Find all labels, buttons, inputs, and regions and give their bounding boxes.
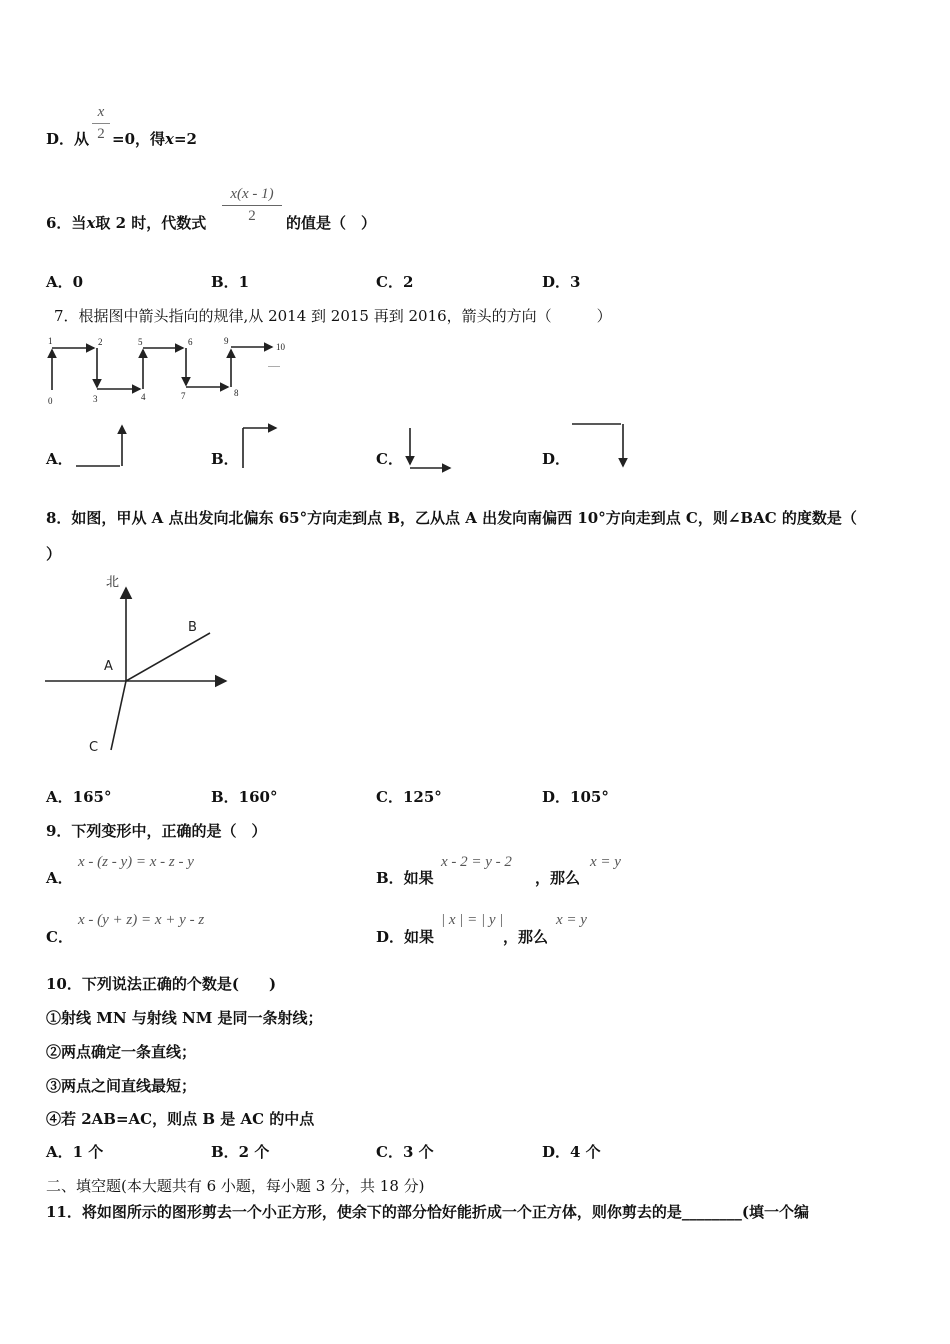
q8-direction-figure — [40, 568, 240, 758]
q10-item-4: ④若 2AB=AC，则点 B 是 AC 的中点 — [46, 1110, 315, 1128]
q7-question: 7．根据图中箭头指向的规律,从 2014 到 2015 再到 2016，箭头的方向（ ） — [54, 307, 612, 325]
q5d-fraction — [92, 104, 110, 143]
q6-option-b: B．1 — [211, 273, 250, 291]
q8-question-line2: ） — [46, 545, 62, 563]
q8-option-d: D．105° — [542, 788, 609, 806]
q5d-eq: =2 — [173, 130, 197, 148]
q9-option-b-then: ，那么 — [535, 869, 581, 887]
q9-option-b-res: x = y — [590, 854, 621, 870]
q8-option-b: B．160° — [211, 788, 278, 806]
q7-option-a: A． — [46, 450, 73, 468]
q5d-label: D．从 — [46, 130, 90, 148]
q6-prefix: 6．当 — [46, 214, 87, 232]
q9-option-a-expr: x - (z - y) = x - z - y — [78, 854, 194, 870]
q5-option-d — [46, 128, 89, 149]
q9-option-b-cond: x - 2 = y - 2 — [441, 854, 512, 870]
q7-option-c-arrow — [402, 420, 458, 474]
q8-question-line1: 8．如图，甲从 A 点出发向北偏东 65°方向走到点 B，乙从点 A 出发向南偏西 10°方向走到点 C，则∠BAC 的度数是（ — [46, 509, 857, 527]
q8-ray-ab — [126, 633, 210, 681]
q10-item-1: ①射线 MN 与射线 NM 是同一条射线； — [46, 1009, 323, 1027]
q9-option-d-res: x = y — [556, 912, 587, 928]
q10-option-d: D．4 个 — [542, 1143, 601, 1161]
q7-num-3: 3 — [93, 394, 98, 404]
q11-question: 11．将如图所示的图形剪去一个小正方形，使余下的部分恰好能折成一个正方体，则你剪去的是________(填一个编 — [46, 1203, 809, 1221]
q7-option-a-arrow — [72, 418, 132, 472]
q6-suffix: 的值是（ ） — [286, 214, 377, 232]
q5d-frac-num: x — [92, 104, 110, 124]
q6-frac-num: x(x - 1) — [222, 186, 282, 206]
q5d-var: x — [165, 130, 174, 148]
q5d-frac-den: 2 — [97, 126, 105, 142]
q7-num-7: 7 — [181, 391, 186, 401]
q7-option-b: B． — [211, 450, 239, 468]
q9-option-d-label: D．如果 — [376, 928, 435, 946]
q9-option-d-cond: | x | = | y | — [441, 912, 504, 928]
q8-north-label: 北 — [106, 575, 120, 590]
q10-item-2: ②两点确定一条直线； — [46, 1043, 197, 1061]
q8-ray-ac — [111, 681, 126, 750]
q5d-rest-line — [112, 128, 197, 149]
q8-point-b-label: B — [188, 620, 197, 635]
q6-option-d: D．3 — [542, 273, 581, 291]
q7-option-d: D． — [542, 450, 571, 468]
q9-question: 9．下列变形中，正确的是（ ） — [46, 822, 267, 840]
q9-option-c-expr: x - (y + z) = x + y - z — [78, 912, 205, 928]
q5d-rest: =0，得 — [112, 130, 166, 148]
q6-fraction — [222, 186, 282, 225]
q7-option-c: C． — [376, 450, 403, 468]
q6-option-a: A．0 — [46, 273, 84, 291]
q10-option-c: C．3 个 — [376, 1143, 434, 1161]
q7-num-6: 6 — [188, 337, 193, 347]
q9-option-c-label: C． — [46, 928, 73, 946]
q8-point-c-label: C — [89, 740, 99, 755]
q7-option-b-arrow — [236, 418, 286, 472]
q7-option-d-arrow — [568, 416, 632, 472]
q10-option-b: B．2 个 — [211, 1143, 270, 1161]
q7-ellipsis: ...... — [268, 360, 280, 369]
q7-num-10: 10 — [276, 342, 285, 352]
q7-num-0: 0 — [48, 396, 53, 406]
q6-option-c: C．2 — [376, 273, 414, 291]
q9-option-b-label: B．如果 — [376, 869, 434, 887]
section2-heading: 二、填空题(本大题共有 6 小题，每小题 3 分，共 18 分) — [46, 1177, 425, 1195]
q7-num-8: 8 — [234, 388, 239, 398]
q6-mid: 取 2 时，代数式 — [95, 214, 207, 232]
q6-question — [46, 212, 206, 233]
q8-option-a: A．165° — [46, 788, 112, 806]
q7-num-2: 2 — [98, 337, 103, 347]
q10-item-3: ③两点之间直线最短； — [46, 1077, 197, 1095]
q8-option-c: C．125° — [376, 788, 442, 806]
q7-num-1: 1 — [48, 336, 53, 346]
q9-option-a-label: A． — [46, 869, 73, 887]
q7-arrow-pattern-figure — [40, 332, 300, 407]
q6-var: x — [86, 214, 96, 232]
q7-num-5: 5 — [138, 337, 143, 347]
q10-question: 10．下列说法正确的个数是( ) — [46, 975, 277, 993]
q10-option-a: A．1 个 — [46, 1143, 104, 1161]
q6-frac-den: 2 — [248, 208, 256, 224]
q7-num-4: 4 — [141, 392, 146, 402]
q7-num-9: 9 — [224, 336, 229, 346]
q9-option-d-then: ，那么 — [503, 928, 549, 946]
q8-point-a-label: A — [104, 659, 113, 674]
